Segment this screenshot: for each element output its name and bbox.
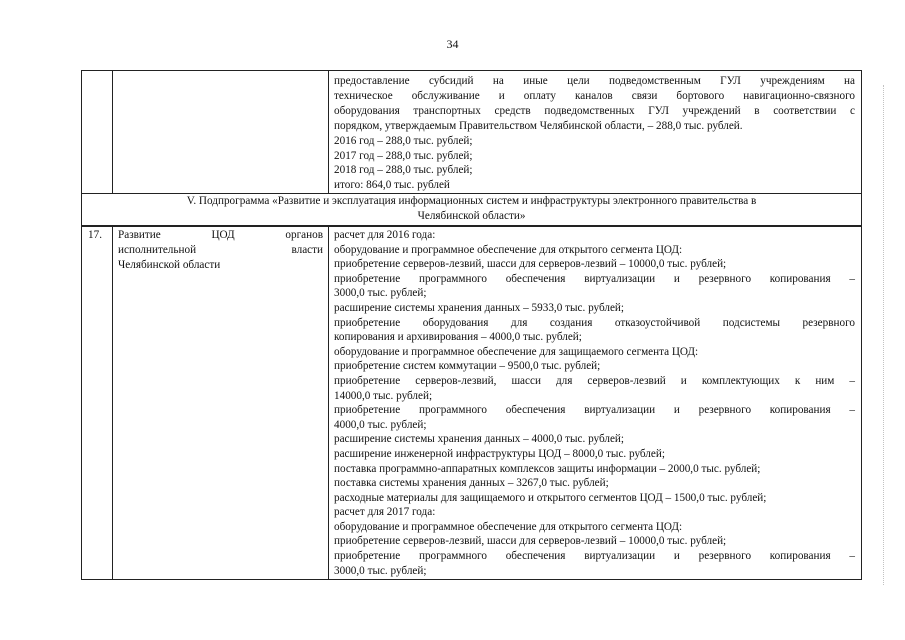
text-line: приобретение серверов-лезвий, шасси для серверов-лезвий – 10000,0 тыс. рублей;: [334, 535, 727, 548]
text-line: расчет для 2016 года:: [334, 229, 436, 241]
continuation-text: [334, 74, 855, 193]
text-line: оборудования транспортных средств подведомственных ГУЛ учреждений в соответствии с: [334, 104, 855, 117]
column-divider: [112, 71, 113, 193]
section-heading-row: [82, 193, 861, 226]
text-line: расширение системы хранения данных – 5933,0 тыс. рублей;: [334, 301, 625, 314]
budget-table: [81, 70, 862, 580]
page-number: 34: [446, 37, 459, 51]
text-line: расходные материалы для защищаемого и открытого сегментов ЦОД – 1500,0 тыс. рублей;: [334, 491, 767, 504]
text-line: оборудование и программное обеспечение для открытого сегмента ЦОД:: [334, 243, 683, 256]
scan-margin-marks: [883, 85, 888, 585]
text-line: 2018 год – 288,0 тыс. рублей;: [334, 164, 473, 177]
text-line: итого: 864,0 тыс. рублей: [334, 179, 450, 192]
text-line: приобретение программного обеспечения виртуализации и резервного копирования –: [334, 550, 855, 563]
text-line: порядком, утверждаемым Правительством Челябинской области, – 288,0 тыс. рублей.: [334, 119, 743, 132]
text-line: 14000,0 тыс. рублей;: [334, 389, 433, 402]
text-line: предоставление субсидий на иные цели подведомственным ГУЛ учреждениям на: [334, 75, 855, 87]
text-line: приобретение систем коммутации – 9500,0 тыс. рублей;: [334, 360, 601, 373]
text-line: техническое обслуживание и оплату каналов связи бортового навигационно-связного: [334, 89, 855, 102]
item-name-line: исполнительной власти: [118, 243, 323, 256]
text-line: копирования и архивирования – 4000,0 тыс. рублей;: [334, 331, 582, 344]
text-line: расчет для 2017 года:: [334, 506, 436, 519]
section-heading-line: Челябинской области»: [417, 209, 526, 222]
table-row-item-17: [82, 227, 861, 579]
section-heading-line: V. Подпрограмма «Развитие и эксплуатация информационных систем и инфраструктуры электронного правительства в: [186, 195, 757, 207]
text-line: 4000,0 тыс. рублей;: [334, 418, 427, 431]
text-line: приобретение серверов-лезвий, шасси для серверов-лезвий и комплектующих к ним –: [334, 374, 855, 387]
column-divider: [328, 71, 329, 193]
text-line: приобретение серверов-лезвий, шасси для серверов-лезвий – 10000,0 тыс. рублей;: [334, 258, 727, 271]
item-name-line: Челябинской области: [118, 258, 221, 271]
text-line: приобретение оборудования для создания отказоустойчивой подсистемы резервного: [334, 316, 855, 329]
text-line: 2016 год – 288,0 тыс. рублей;: [334, 134, 473, 147]
text-line: приобретение программного обеспечения виртуализации и резервного копирования –: [334, 272, 855, 285]
item-name: [118, 228, 323, 273]
text-line: 2017 год – 288,0 тыс. рублей;: [334, 149, 473, 162]
column-divider: [328, 227, 329, 579]
text-line: расширение инженерной инфраструктуры ЦОД – 8000,0 тыс. рублей;: [334, 447, 665, 460]
item-description: [334, 228, 855, 578]
text-line: оборудование и программное обеспечение для защищаемого сегмента ЦОД:: [334, 345, 699, 358]
text-line: 3000,0 тыс. рублей;: [334, 287, 427, 300]
item-name-line: Развитие ЦОД органов: [118, 229, 323, 241]
text-line: расширение системы хранения данных – 4000,0 тыс. рублей;: [334, 433, 625, 446]
section-heading: [82, 193, 861, 223]
text-line: 3000,0 тыс. рублей;: [334, 564, 427, 577]
text-line: поставка программно-аппаратных комплексов защиты информации – 2000,0 тыс. рублей;: [334, 462, 761, 475]
text-line: поставка системы хранения данных – 3267,0 тыс. рублей;: [334, 477, 609, 490]
column-divider: [112, 227, 113, 579]
text-line: приобретение программного обеспечения виртуализации и резервного копирования –: [334, 404, 855, 417]
item-number: 17.: [88, 229, 102, 241]
text-line: оборудование и программное обеспечение для открытого сегмента ЦОД:: [334, 520, 683, 533]
table-row-continuation: [82, 71, 861, 194]
